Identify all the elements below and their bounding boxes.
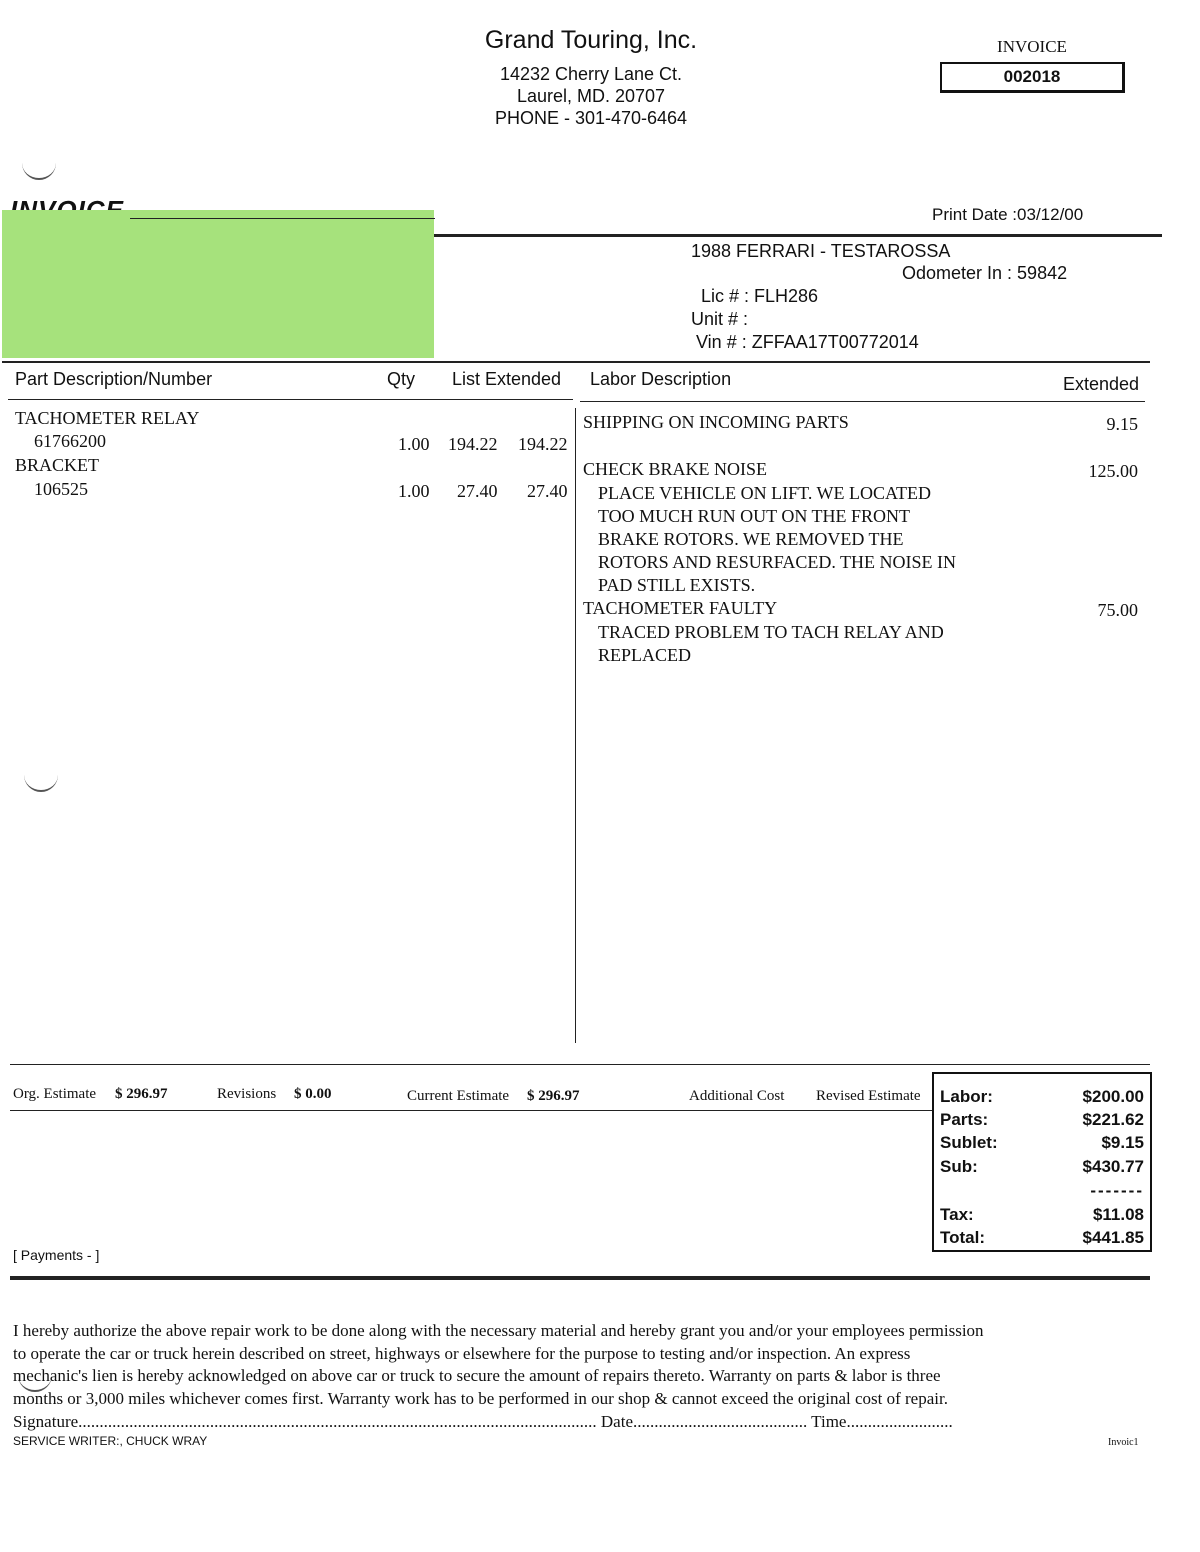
parts-header-rule	[8, 399, 573, 400]
labor-total-label: Labor:	[940, 1087, 993, 1106]
col-qty: Qty	[387, 369, 416, 389]
col-part-description: Part Description/Number	[15, 369, 213, 389]
labor-amount: 9.15	[1106, 414, 1138, 434]
company-phone: PHONE - 301-470-6464	[494, 108, 688, 128]
grand-total-label: Total:	[940, 1228, 986, 1247]
col-labor-description: Labor Description	[590, 369, 732, 389]
odometer: Odometer In : 59842	[902, 263, 1068, 283]
sublet-total: $9.15	[1101, 1133, 1144, 1152]
vehicle-description: 1988 FERRARI - TESTAROSSA	[691, 241, 951, 261]
sublet-total-label: Sublet:	[940, 1133, 998, 1152]
labor-title: TACHOMETER FAULTY	[583, 598, 778, 618]
labor-header-rule	[580, 401, 1145, 402]
unit-number: Unit # :	[691, 309, 749, 329]
redaction-block	[2, 210, 434, 358]
labor-title: SHIPPING ON INCOMING PARTS	[583, 412, 849, 432]
columns-top-rule	[2, 361, 1150, 363]
part-list-price: 194.22	[448, 434, 498, 454]
authorization-line: months or 3,000 miles whichever comes first. Warranty work has to be performed in our shop & cannot exceed the original cost of repair.	[13, 1388, 948, 1408]
labor-detail: TOO MUCH RUN OUT ON THE FRONT	[598, 506, 911, 526]
totals-separator: -------	[1090, 1181, 1144, 1200]
revisions-label: Revisions	[217, 1086, 277, 1102]
invoice-number-label: INVOICE	[997, 37, 1067, 56]
part-qty: 1.00	[398, 434, 430, 454]
org-estimate-label: Org. Estimate	[13, 1086, 97, 1102]
labor-detail: REPLACED	[598, 645, 692, 665]
company-name: Grand Touring, Inc.	[484, 26, 698, 54]
part-name: BRACKET	[15, 455, 100, 475]
print-date: Print Date :03/12/00	[932, 205, 1084, 224]
part-extended: 27.40	[527, 481, 568, 501]
parts-total-label: Parts:	[940, 1110, 989, 1129]
labor-detail: PLACE VEHICLE ON LIFT. WE LOCATED	[598, 483, 931, 503]
part-extended: 194.22	[518, 434, 568, 454]
labor-detail: ROTORS AND RESURFACED. THE NOISE IN	[598, 552, 957, 572]
labor-total: $200.00	[1082, 1087, 1144, 1106]
column-divider	[575, 408, 576, 1043]
col-extended: Extended	[1063, 374, 1140, 394]
labor-detail: BRAKE ROTORS. WE REMOVED THE	[598, 529, 904, 549]
parts-total: $221.62	[1082, 1110, 1144, 1129]
vin-number: Vin # : ZFFAA17T00772014	[696, 332, 919, 352]
col-list-extended: List Extended	[452, 369, 562, 389]
subtotal-label: Sub:	[940, 1157, 978, 1176]
org-estimate-value: $ 296.97	[115, 1086, 168, 1102]
authorization-line: I hereby authorize the above repair work to be done along with the necessary material and hereby grant you and/or your employees permission	[13, 1321, 984, 1340]
revised-estimate-label: Revised Estimate	[816, 1088, 921, 1104]
labor-amount: 75.00	[1097, 600, 1138, 620]
current-estimate-label: Current Estimate	[407, 1088, 510, 1104]
license-number: Lic # : FLH286	[701, 286, 819, 306]
footer-rule	[10, 1276, 1150, 1280]
tax-amount: $11.08	[1092, 1205, 1144, 1224]
labor-detail: TRACED PROBLEM TO TACH RELAY AND	[598, 622, 944, 642]
part-name: TACHOMETER RELAY	[15, 408, 200, 428]
revisions-value: $ 0.00	[294, 1086, 332, 1102]
totals-box	[932, 1072, 1152, 1252]
punch-hole	[22, 160, 56, 180]
grand-total: $441.85	[1082, 1228, 1144, 1247]
labor-title: CHECK BRAKE NOISE	[583, 459, 768, 479]
authorization-line: mechanic's lien is hereby acknowledged on above car or truck to secure the amount of repairs thereto. Warranty on parts & labor is three	[13, 1366, 941, 1385]
estimates-bottom-rule	[10, 1110, 932, 1111]
header-rule	[434, 234, 1162, 237]
punch-hole	[24, 772, 58, 792]
labor-amount: 125.00	[1088, 461, 1138, 481]
part-number: 106525	[34, 479, 88, 499]
additional-cost-label: Additional Cost	[689, 1088, 785, 1104]
authorization-line: to operate the car or truck herein described on street, highways or elsewhere for the purpose to testing and/or inspection. An express	[13, 1343, 911, 1363]
company-address-line2: Laurel, MD. 20707	[516, 86, 666, 106]
payments-line: [ Payments - ]	[13, 1247, 100, 1263]
part-qty: 1.00	[398, 481, 430, 501]
subtotal: $430.77	[1082, 1157, 1144, 1176]
company-address-line1: 14232 Cherry Lane Ct.	[499, 64, 683, 84]
estimates-top-rule	[10, 1064, 1150, 1065]
part-list-price: 27.40	[457, 481, 498, 501]
title-underline	[130, 218, 435, 219]
signature-date-time-line: Signature.......................................................................................................................... Date......................................... Time.........................	[13, 1412, 953, 1431]
invoice-number: 002018	[940, 62, 1125, 93]
tax-label: Tax:	[940, 1205, 974, 1224]
current-estimate-value: $ 296.97	[527, 1088, 580, 1104]
form-code: Invoic1	[1108, 1437, 1139, 1448]
labor-detail: PAD STILL EXISTS.	[598, 575, 756, 595]
part-number: 61766200	[34, 431, 106, 451]
service-writer: SERVICE WRITER:, CHUCK WRAY	[13, 1434, 208, 1448]
authorization-text	[13, 1320, 1163, 1410]
